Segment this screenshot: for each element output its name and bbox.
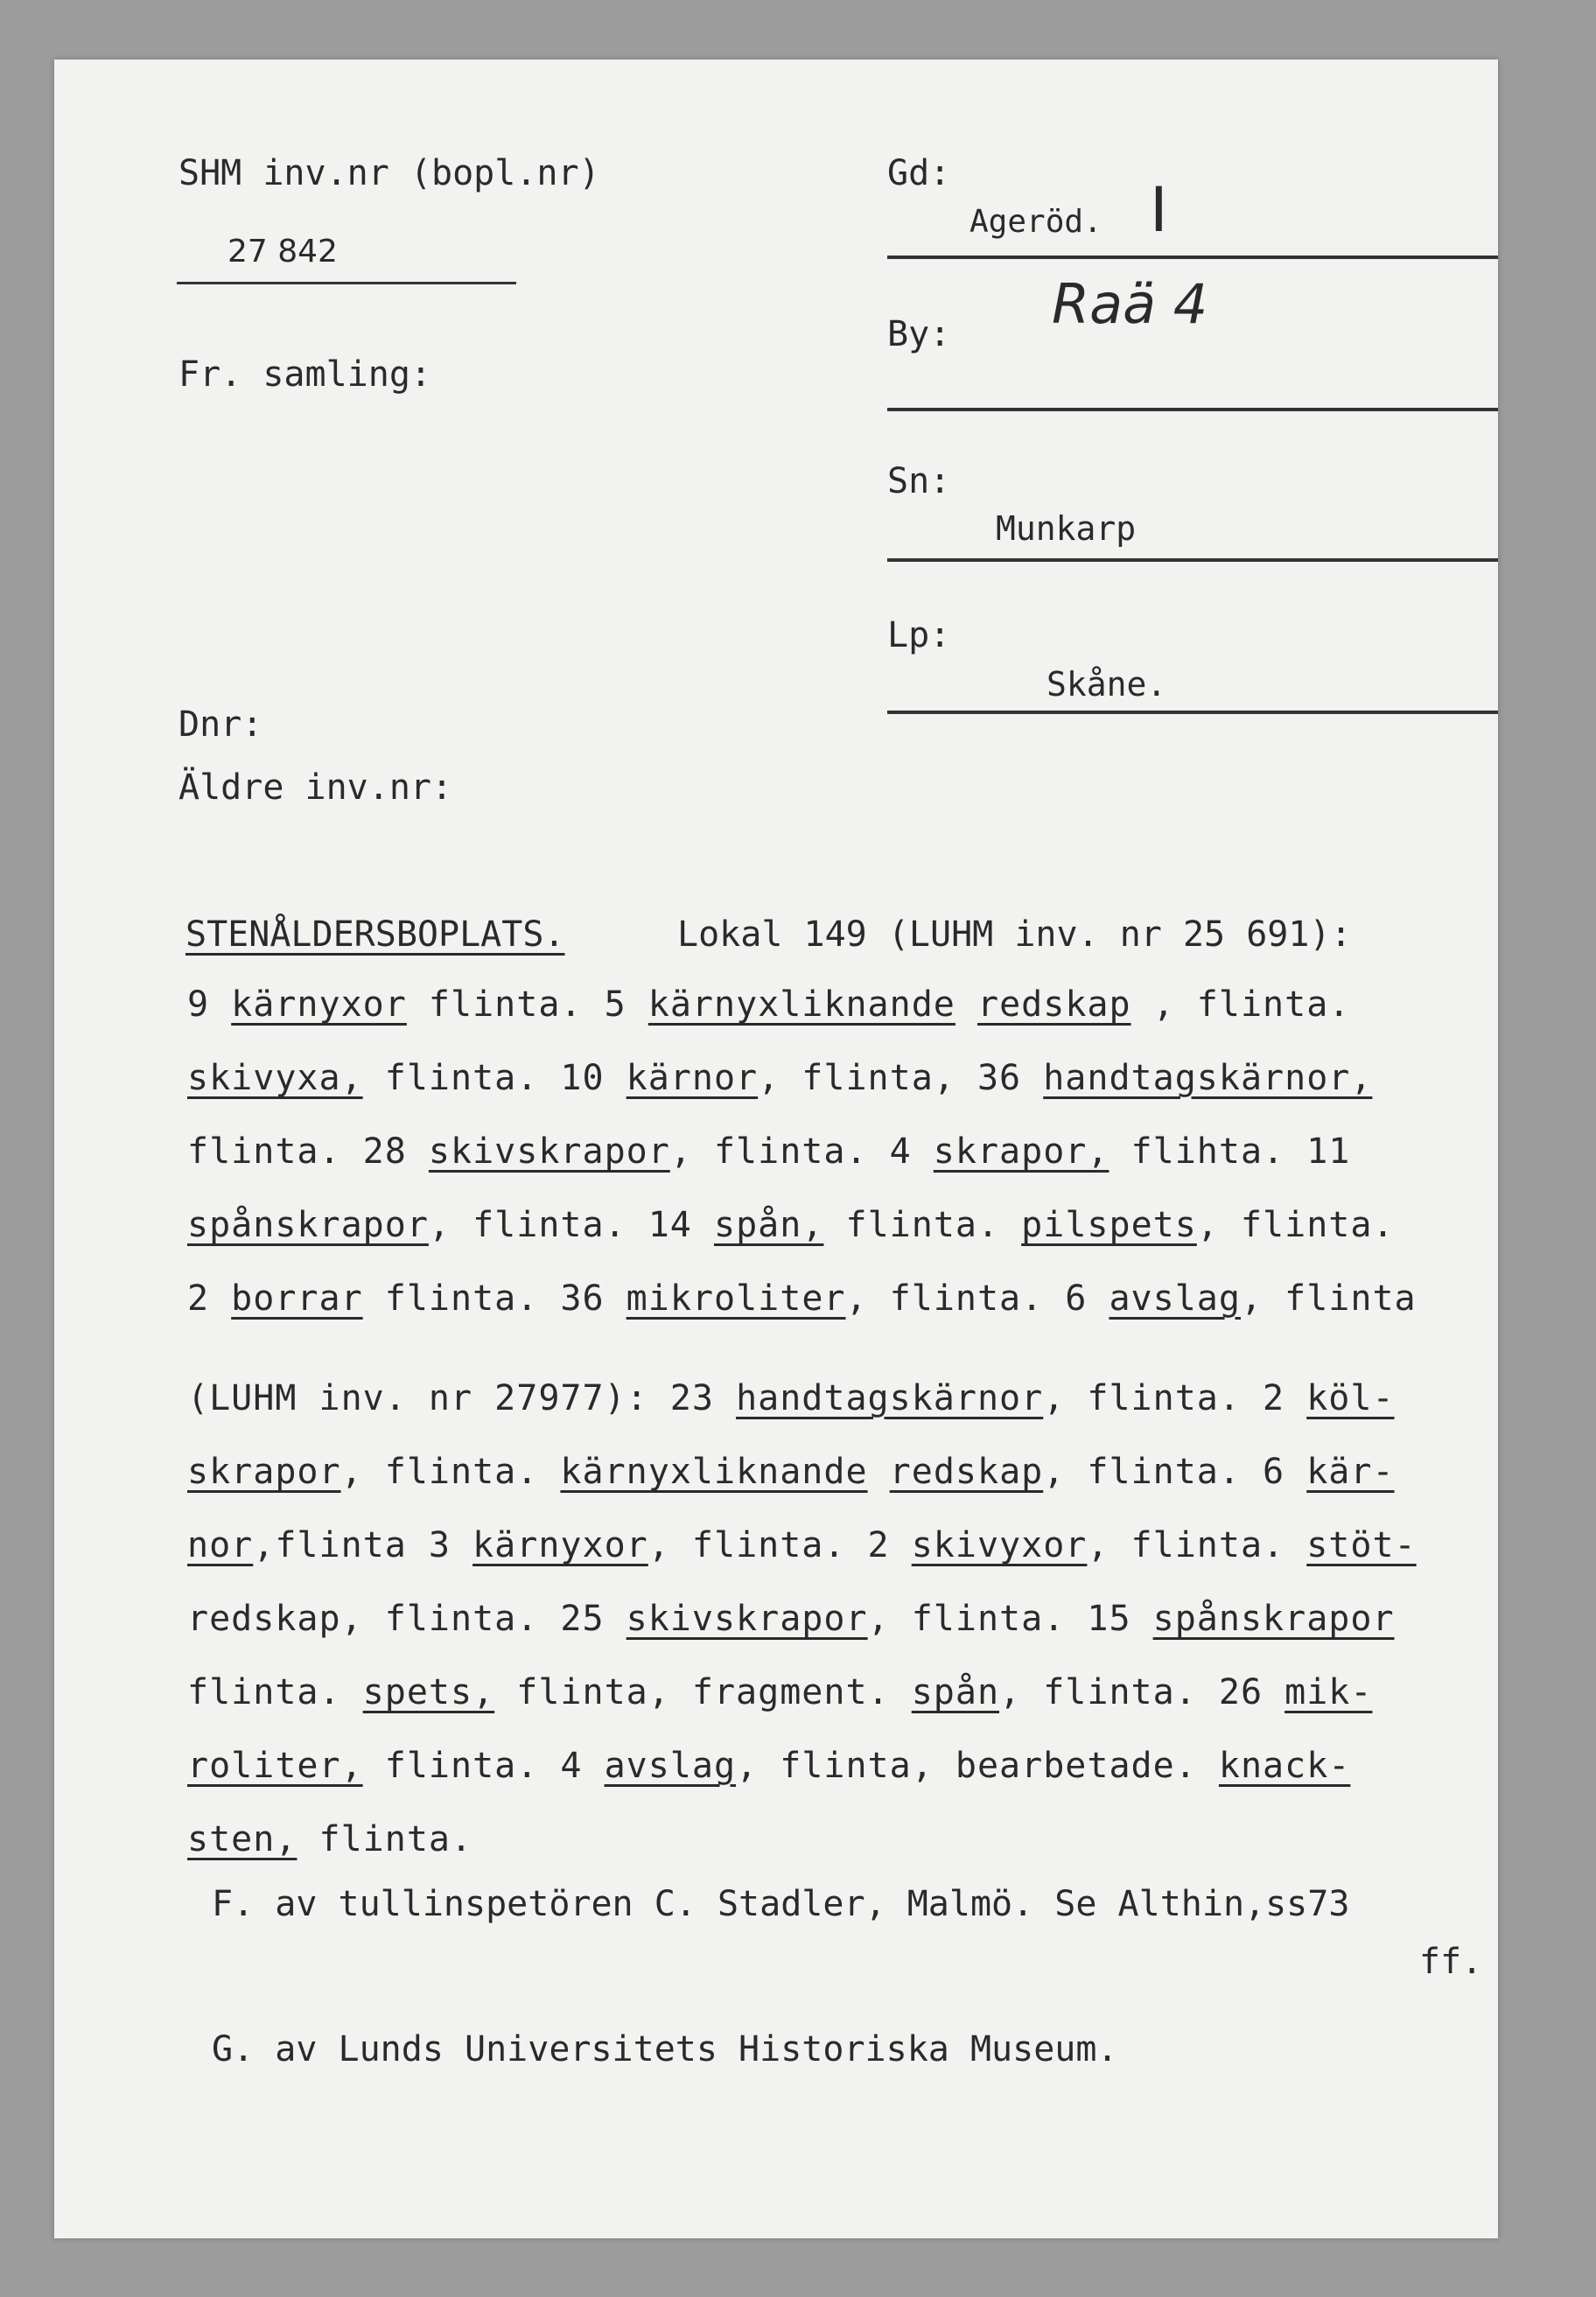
text-segment: flinta. xyxy=(823,1205,1022,1245)
text-segment: (LUHM inv. nr 27977): 23 xyxy=(187,1378,737,1418)
underlined-term: avslag xyxy=(1109,1278,1241,1319)
gd-rule xyxy=(887,256,1498,259)
catalog-card xyxy=(54,60,1498,2238)
underlined-term: stöt- xyxy=(1306,1525,1417,1565)
text-segment: 2 xyxy=(187,1278,232,1319)
underlined-term: mik- xyxy=(1284,1672,1373,1712)
text-segment: flinta. 28 xyxy=(187,1131,429,1172)
gd-handwritten: I xyxy=(1150,174,1168,246)
sn-label: Sn: xyxy=(887,461,951,501)
text-segment: , flinta. 26 xyxy=(999,1672,1285,1712)
underlined-term: skivskrapor xyxy=(626,1599,868,1639)
site-title: STENÅLDERSBOPLATS. xyxy=(186,914,565,955)
sn-rule xyxy=(887,558,1498,562)
gd-value: Ageröd. xyxy=(970,204,1102,240)
text-line xyxy=(187,968,1417,1041)
text-segment: , flinta. 4 xyxy=(669,1131,934,1172)
source-line: F. av tullinspetören C. Stadler, Malmö. Se Althin,ss73 xyxy=(212,1884,1350,1924)
by-rule xyxy=(887,408,1498,411)
underlined-term: kärnor xyxy=(626,1058,759,1098)
text-line xyxy=(187,1509,1417,1582)
text-segment: , flinta. xyxy=(340,1452,561,1492)
lp-label: Lp: xyxy=(887,615,951,655)
gift-line: G. av Lunds Universitets Historiska Museum. xyxy=(212,2029,1118,2069)
text-line xyxy=(187,1803,1417,1876)
text-segment: flinta, fragment. xyxy=(494,1672,912,1712)
text-segment: , flinta. xyxy=(1087,1525,1307,1565)
underlined-term: sten, xyxy=(187,1819,298,1859)
text-segment: flihta. 11 xyxy=(1109,1131,1351,1172)
underlined-term: skivyxa, xyxy=(187,1058,363,1098)
underlined-term: redskap xyxy=(976,984,1131,1025)
text-segment: , flinta. 14 xyxy=(428,1205,714,1245)
text-line xyxy=(187,1582,1417,1656)
text-segment: flinta. 4 xyxy=(362,1746,605,1786)
text-line xyxy=(187,1362,1417,1435)
aldre-inv-label: Äldre inv.nr: xyxy=(178,767,453,808)
text-segment: , flinta. 2 xyxy=(1043,1378,1307,1418)
text-segment: flinta. 5 xyxy=(406,984,648,1025)
underlined-term: kärnyxor xyxy=(231,984,407,1025)
underlined-term: kärnyxliknande xyxy=(648,984,956,1025)
underlined-term: spån xyxy=(911,1672,1000,1712)
lp-value: Skåne. xyxy=(1046,665,1167,704)
lokal-line: Lokal 149 (LUHM inv. nr 25 691): xyxy=(677,914,1352,955)
underlined-term: köl- xyxy=(1306,1378,1395,1418)
text-line xyxy=(187,1729,1417,1803)
text-segment: , flinta xyxy=(1240,1278,1417,1319)
text-segment: , flinta. xyxy=(1196,1205,1395,1245)
sn-value: Munkarp xyxy=(996,509,1137,548)
paragraph-lokal-149 xyxy=(187,968,1417,1335)
by-handwritten: Raä 4 xyxy=(1052,272,1208,336)
text-segment: 9 xyxy=(187,984,232,1025)
underlined-term: borrar xyxy=(231,1278,363,1319)
underlined-term: roliter, xyxy=(187,1746,363,1786)
text-segment xyxy=(868,1452,890,1492)
underlined-term: avslag xyxy=(604,1746,737,1786)
text-line xyxy=(187,1115,1417,1188)
text-segment: , flinta. 2 xyxy=(648,1525,912,1565)
paragraph-luhm-27977 xyxy=(187,1362,1417,1876)
by-label: By: xyxy=(887,314,951,354)
source-line-cont: ff. xyxy=(1419,1942,1483,1982)
underlined-term: skivyxor xyxy=(911,1525,1088,1565)
dnr-label: Dnr: xyxy=(178,704,263,745)
underlined-term: kär- xyxy=(1306,1452,1395,1492)
underlined-term: mikroliter xyxy=(626,1278,846,1319)
text-segment: , flinta. 6 xyxy=(1043,1452,1307,1492)
text-segment: flinta. xyxy=(297,1819,473,1859)
gd-label: Gd: xyxy=(887,153,951,193)
underlined-term: skivskrapor xyxy=(428,1131,670,1172)
text-segment: , flinta. 6 xyxy=(845,1278,1110,1319)
text-segment: , flinta, 36 xyxy=(758,1058,1044,1098)
text-line xyxy=(187,1656,1417,1729)
underlined-term: skrapor, xyxy=(933,1131,1110,1172)
text-segment: ,flinta 3 xyxy=(253,1525,473,1565)
underlined-term: spånskrapor xyxy=(1152,1599,1395,1639)
fr-samling-label: Fr. samling: xyxy=(178,354,431,395)
text-line xyxy=(187,1262,1417,1335)
text-line xyxy=(187,1435,1417,1509)
underlined-term: nor xyxy=(187,1525,254,1565)
text-segment: flinta. 10 xyxy=(362,1058,626,1098)
underlined-term: handtagskärnor, xyxy=(1043,1058,1373,1098)
shm-inv-label: SHM inv.nr (bopl.nr) xyxy=(178,153,600,193)
underlined-term: spån, xyxy=(713,1205,824,1245)
underlined-term: knack- xyxy=(1218,1746,1351,1786)
text-segment: , flinta, bearbetade. xyxy=(736,1746,1219,1786)
text-segment xyxy=(956,984,977,1025)
underlined-term: handtagskärnor xyxy=(736,1378,1044,1418)
text-segment: , flinta. xyxy=(1130,984,1351,1025)
underlined-term: spets, xyxy=(362,1672,495,1712)
text-line xyxy=(187,1041,1417,1115)
inv-number: 27 842 xyxy=(228,234,338,270)
text-segment: flinta. 36 xyxy=(362,1278,626,1319)
text-line xyxy=(187,1188,1417,1262)
underlined-term: kärnyxor xyxy=(472,1525,648,1565)
text-segment: , flinta. 15 xyxy=(867,1599,1153,1639)
underlined-term: kärnyxliknande xyxy=(560,1452,868,1492)
underlined-term: pilspets xyxy=(1021,1205,1197,1245)
text-segment: flinta. xyxy=(187,1672,363,1712)
underlined-term: skrapor xyxy=(187,1452,341,1492)
lp-rule xyxy=(887,711,1498,714)
text-segment: redskap, flinta. 25 xyxy=(187,1599,626,1639)
inv-number-rule xyxy=(177,282,516,284)
underlined-term: redskap xyxy=(889,1452,1044,1492)
underlined-term: spånskrapor xyxy=(187,1205,429,1245)
